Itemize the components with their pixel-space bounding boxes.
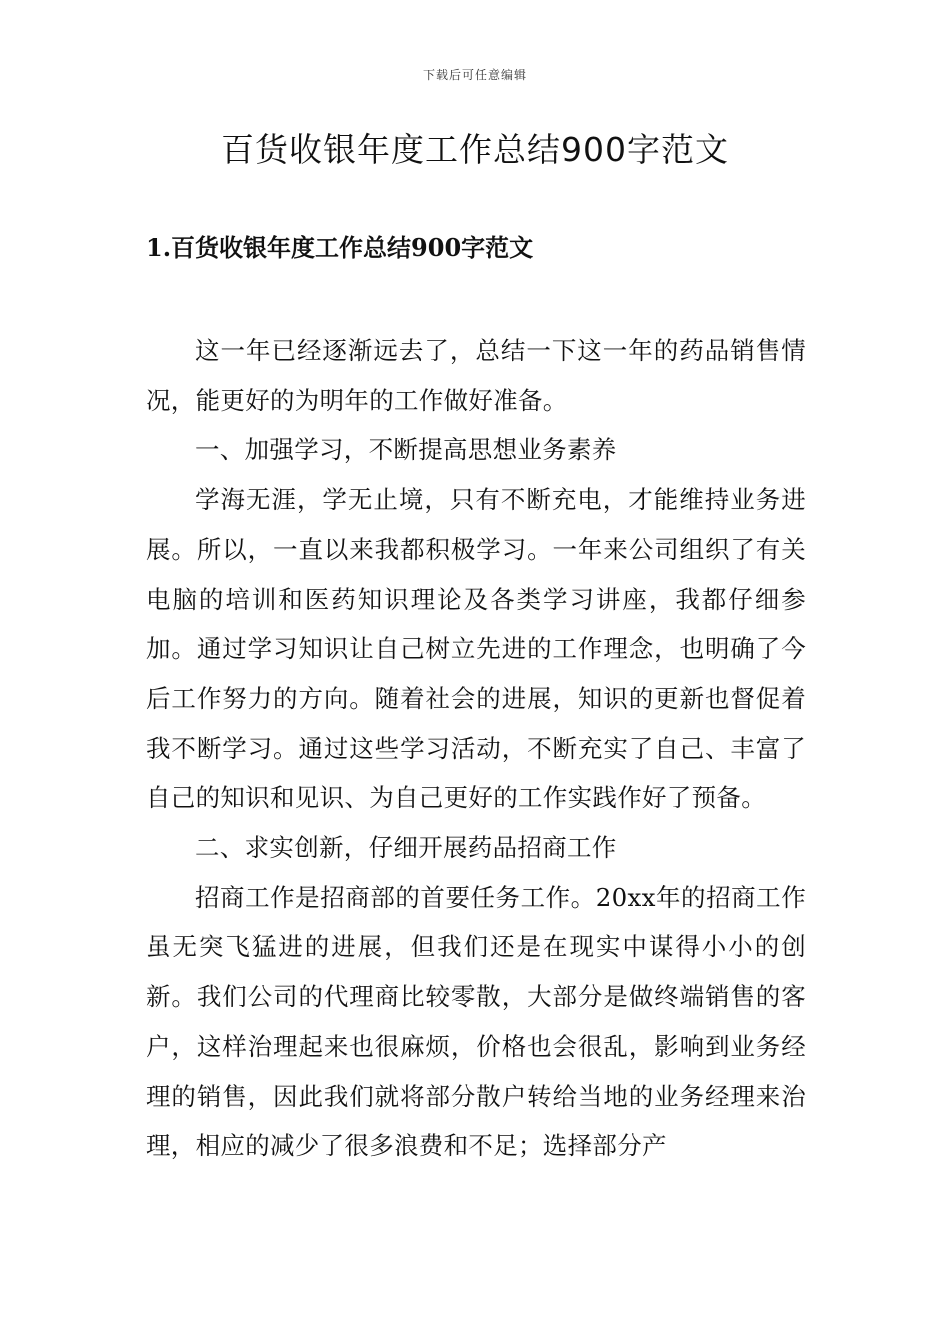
paragraph-recruitment: 招商工作是招商部的首要任务工作。20xx年的招商工作虽无突飞猛进的进展，但我们还是在现实中谋得小小的创新。我们公司的代理商比较零散，大部分是做终端销售的客户，这样治理起来也很麻烦，价格也会很乱，影响到业务经理的销售，因此我们就将部分散户转给当地的业务经理来治理，相应的减少了很多浪费和不足；选择部分产 [146,882,806,1161]
paragraph-study: 学海无涯，学无止境，只有不断充电，才能维持业务进展。所以，一直以来我都积极学习。一年来公司组织了有关电脑的培训和医药知识理论及各类学习讲座，我都仔细参加。通过学习知识让自己树立先进的工作理念，也明确了今后工作努力的方向。随着社会的进展，知识的更新也督促着我不断学习。通过这些学习活动，不断充实了自己、丰富了自己的知识和见识、为自己更好的工作实践作好了预备。 [146,485,806,813]
paragraph-intro: 这一年已经逐渐远去了，总结一下这一年的药品销售情况，能更好的为明年的工作做好准备。 [146,336,806,415]
document-title: 百货收银年度工作总结900字范文 [221,130,729,169]
paragraph-heading-2: 二、求实创新，仔细开展药品招商工作 [195,833,617,863]
document-body [146,326,806,1171]
paragraph-heading-1: 一、加强学习，不断提高思想业务素养 [195,435,617,465]
section-subtitle: 1.百货收银年度工作总结900字范文 [146,233,534,262]
header-note: 下载后可任意编辑 [422,68,527,82]
